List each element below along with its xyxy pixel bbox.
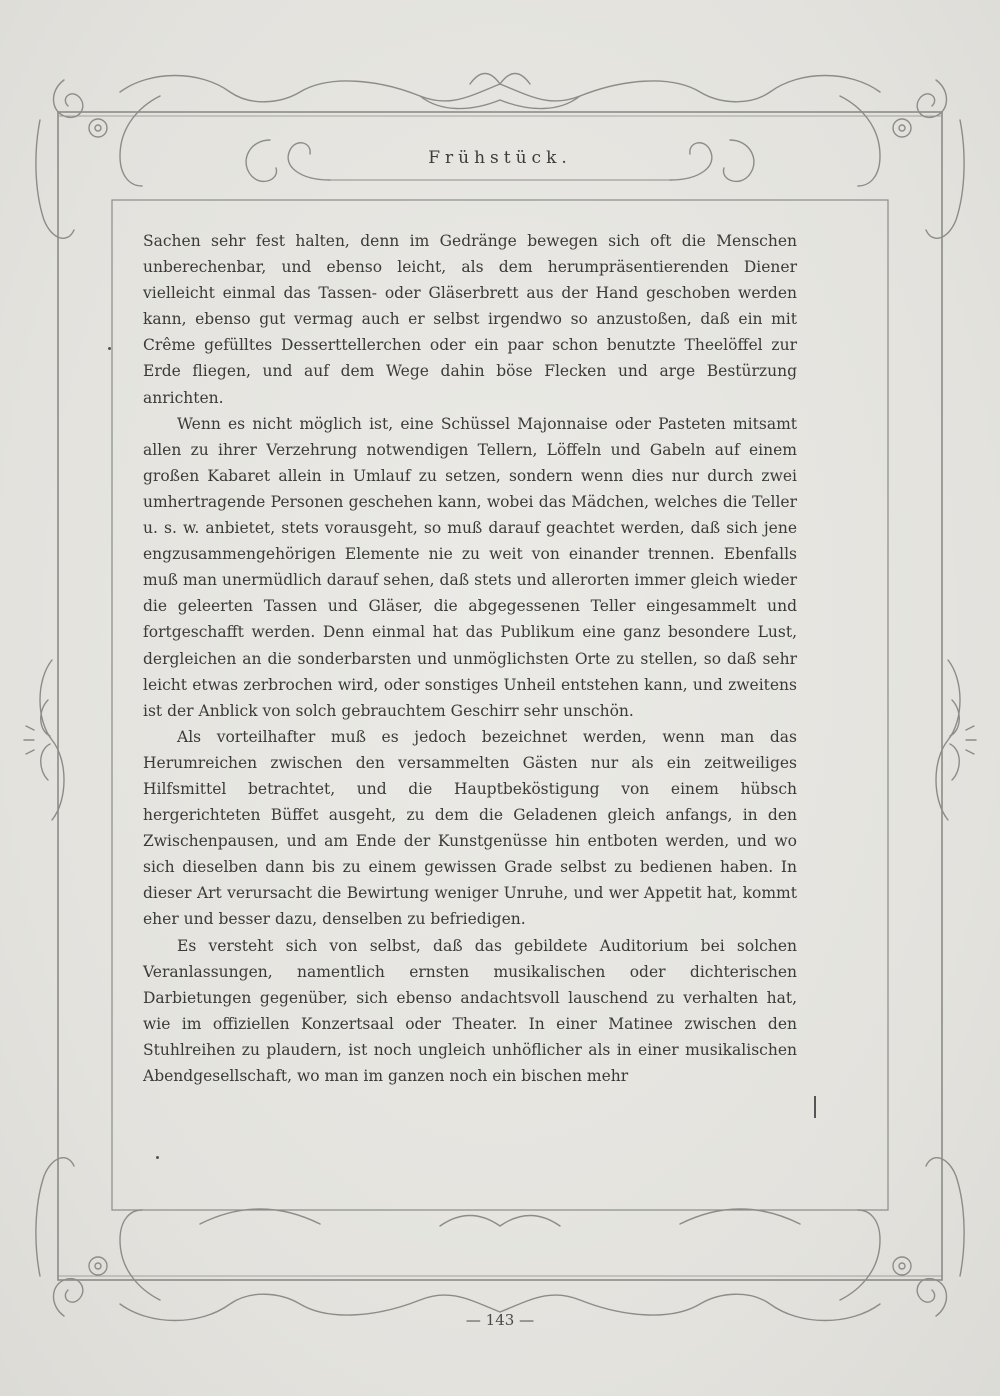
- paragraph: Sachen sehr fest halten, denn im Gedränge bewegen sich oft die Menschen unberechenbar, und ebenso leicht, als dem herumpräsentierenden Diener vielleicht einmal das Tassen- oder Gläserbrett aus der Hand geschoben werden kann, ebenso gut vermag auch er selbst irgendwo so anzustoßen, daß ein mit Crême gefülltes Desserttellerchen oder ein paar schon benutzte Theelöffel zur Erde fliegen, und auf dem Wege dahin böse Flecken und arge Bestürzung anrichten.: [143, 232, 797, 407]
- ink-speck: [156, 1156, 159, 1159]
- paragraph: Als vorteilhafter muß es jedoch bezeichnet werden, wenn man das Herumreichen zwischen den versammelten Gästen nur als ein zeitweiliges Hilfsmittel betrachtet, und die Hauptbeköstigung von einem hübsch hergerichteten Büffet ausgeht, zu dem die Geladenen gleich anfangs, in den Zwischenpausen, und am Ende der Kunstgenüsse hin entboten werden, und wo sich dieselben dann bis zu einem gewissen Grade selbst zu bedienen haben. In dieser Art verursacht die Bewirtung weniger Unruhe, und wer Appetit hat, kommt eher und besser dazu, denselben zu befriedigen.: [143, 727, 797, 929]
- page-number: — 143 —: [465, 1311, 535, 1329]
- running-header-title: Frühstück.: [428, 148, 572, 168]
- paragraph: Wenn es nicht möglich ist, eine Schüssel Majonnaise oder Pasteten mitsamt allen zu ihrer Verzehrung notwendigen Tellern, Löffeln und Gabeln auf einem großen Kabaret allein in Umlauf zu setzen, sondern wenn dies nur durch zwei umhertragende Personen geschehen kann, wobei das Mädchen, welches die Teller u. s. w. anbietet, stets vorausgeht, so muß darauf geachtet werden, daß sich jene engzusammengehörigen Elemente nie zu weit von einander trennen. Ebenfalls muß man unermüdlich darauf sehen, daß stets und allerorten immer gleich wieder die geleerten Tassen und Gläser, die abgegessenen Teller eingesammelt und fortgeschafft werden. Denn einmal hat das Publikum eine ganz besondere Lust, dergleichen an die sonderbarsten und unmöglichsten Orte zu stellen, so daß sehr leicht etwas zerbrochen wird, oder sonstiges Unheil entstehen kann, und zweitens ist der Anblick von solch gebrauchtem Geschirr sehr unschön.: [143, 414, 797, 720]
- margin-mark: [814, 1096, 816, 1118]
- body-text: [143, 228, 797, 1089]
- ink-speck: [108, 347, 111, 350]
- paragraph: Es versteht sich von selbst, daß das gebildete Auditorium bei solchen Veranlassungen, namentlich ernsten musikalischen oder dichterischen Darbietungen gegenüber, sich ebenso andachtsvoll lauschend zu verhalten hat, wie im offiziellen Konzertsaal oder Theater. In einer Matinee zwischen den Stuhlreihen zu plaudern, ist noch ungleich unhöflicher als in einer musikalischen Abendgesellschaft, wo man im ganzen noch ein bischen mehr: [143, 936, 797, 1085]
